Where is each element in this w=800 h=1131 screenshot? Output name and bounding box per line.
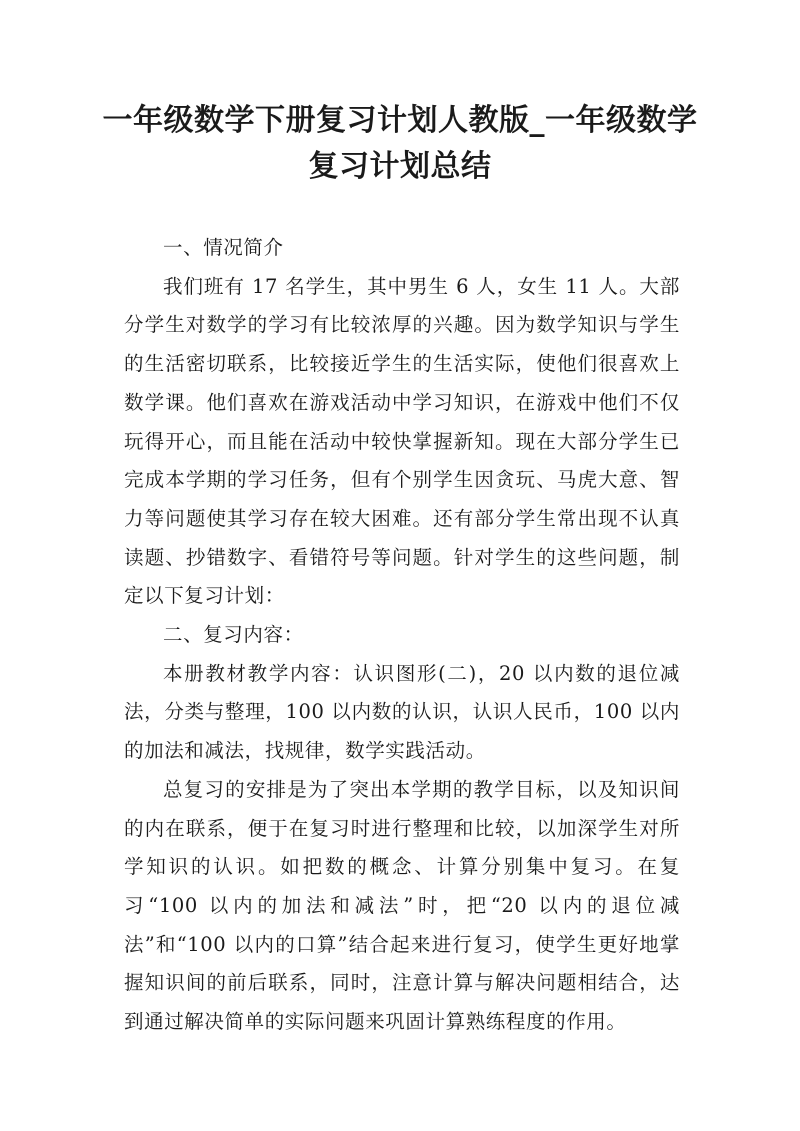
paragraph-review-arrangement: 总复习的安排是为了突出本学期的教学目标，以及知识间的内在联系，便于在复习时进行整理和比较，以加深学生对所学知识的认识。如把数的概念、计算分别集中复习。在复习“100 以内的加法和减法”时，把“20 以内的退位减法”和“100 以内的口算”结合起来进行复习，使学生更好地掌握知识间的前后联系，同时，注意计算与解决问题相结合，达到通过解决简单的实际问题来巩固计算熟练程度的作用。 [124, 777, 680, 1034]
document-body [124, 229, 680, 1042]
paragraph-class-overview: 我们班有 17 名学生，其中男生 6 人，女生 11 人。大部分学生对数学的学习有比较浓厚的兴趣。因为数学知识与学生的生活密切联系，比较接近学生的生活实际，使他们很喜欢上数学课。他们喜欢在游戏活动中学习知识，在游戏中他们不仅玩得开心，而且能在活动中较快掌握新知。现在大部分学生已完成本学期的学习任务，但有个别学生因贪玩、马虎大意、智力等问题使其学习存在较大困难。还有部分学生常出现不认真读题、抄错数字、看错符号等问题。针对学生的这些问题，制定以下复习计划： [124, 274, 680, 608]
paragraph-textbook-content: 本册教材教学内容：认识图形(二)，20 以内数的退位减法，分类与整理，100 以内数的认识，认识人民币，100 以内的加法和减法，找规律，数学实践活动。 [124, 661, 680, 763]
document-title: 一年级数学下册复习计划人教版_一年级数学复习计划总结 [102, 103, 698, 184]
section-heading-situation: 一、情况简介 [163, 236, 284, 259]
section-heading-review-content: 二、复习内容： [163, 623, 304, 647]
